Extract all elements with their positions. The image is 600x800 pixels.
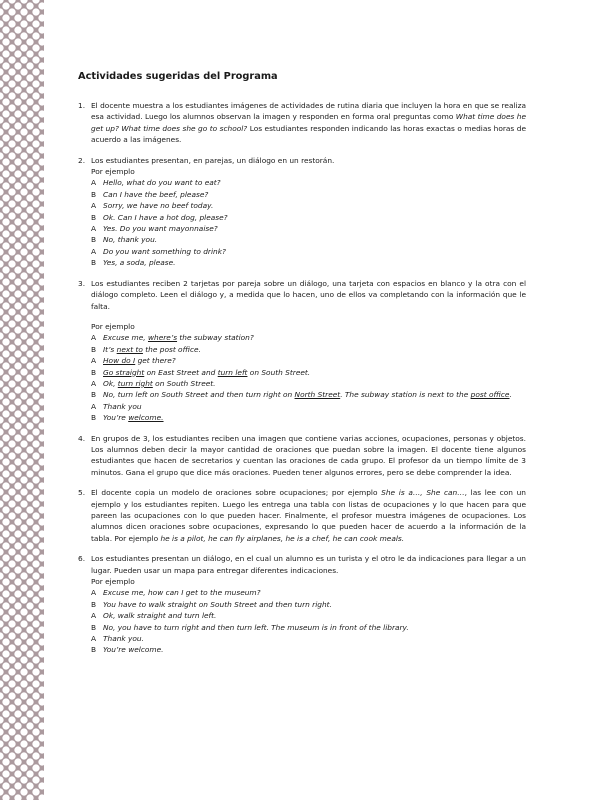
italic-text: he is a pilot, he can fly airplanes, he is a chef, he can cook meals. bbox=[160, 533, 405, 543]
dialogue-line bbox=[91, 610, 526, 621]
text-run: Ok. Can I have a hot dog, please? bbox=[103, 212, 228, 222]
text-run: Los estudiantes presentan un diálogo, en el cual un alumno es un turista y el otro le da indicaciones para llegar a un lugar. Pueden usar un mapa para entregar diferentes indicaciones. bbox=[91, 554, 526, 575]
text-run: Do you want something to drink? bbox=[103, 246, 226, 256]
activity-item bbox=[78, 278, 526, 424]
dialogue-text bbox=[103, 389, 526, 400]
dialogue-text bbox=[103, 355, 526, 366]
speaker-label: A bbox=[91, 224, 97, 234]
speaker-label: B bbox=[91, 235, 97, 245]
speaker-label: B bbox=[91, 258, 97, 268]
example-label: Por ejemplo bbox=[91, 167, 135, 177]
speaker-label: B bbox=[91, 344, 97, 354]
speaker-label: B bbox=[91, 367, 97, 377]
item-description bbox=[91, 553, 526, 576]
text-run: on South Street. bbox=[247, 367, 311, 377]
dialogue-line bbox=[91, 412, 526, 423]
text-run: Ok, bbox=[103, 378, 118, 388]
item-description bbox=[91, 278, 526, 312]
dialogue-line bbox=[91, 257, 526, 268]
dialogue-text bbox=[103, 367, 526, 378]
speaker-label: A bbox=[91, 201, 97, 211]
item-number: 5. bbox=[78, 488, 86, 498]
text-run: on South Street. bbox=[152, 378, 216, 388]
activity-item bbox=[78, 433, 526, 479]
text-run: Los estudiantes presentan, en parejas, un diálogo en un restorán. bbox=[91, 155, 335, 165]
activity-item bbox=[78, 155, 526, 269]
dialogue-text bbox=[103, 633, 526, 644]
text-run: El docente muestra a los estudiantes imágenes de actividades de rutina diaria que incluyen la hora en que se realiza esa actividad. Luego los alumnos observan la imagen y responden en forma oral preguntas como bbox=[91, 101, 526, 122]
text-run: Excuse me, how can I get to the museum? bbox=[103, 588, 261, 598]
dialogue-text bbox=[103, 344, 526, 355]
text-run: No, turn left on South Street and then turn right on bbox=[103, 390, 295, 400]
text-run: It’s bbox=[103, 344, 117, 354]
dialogue-line bbox=[91, 367, 526, 378]
dialogue-line bbox=[91, 644, 526, 655]
text-run: , las lee con un ejemplo y los estudiantes repiten. Luego les entrega una tabla con listas de ocupaciones y lo que hacen para que pareen las ocupaciones con lo que pueden hacer. Finalmente, el profesor muestra imágenes de ocupaciones. Los alumnos dicen oraciones sobre ocupaciones, expresando lo que pueden hacer de acuerdo a la información de la tabla. Por ejemplo bbox=[91, 488, 526, 543]
text-run: Hello, what do you want to eat? bbox=[103, 178, 221, 188]
item-number: 3. bbox=[78, 278, 86, 288]
underlined-text: North Street bbox=[294, 390, 341, 400]
dialogue-line bbox=[91, 344, 526, 355]
dialogue-line bbox=[91, 622, 526, 633]
text-run: Yes, a soda, please. bbox=[103, 258, 176, 268]
page-title: Actividades sugeridas del Programa bbox=[78, 71, 278, 82]
text-run: . The subway station is next to the bbox=[340, 390, 471, 400]
text-run: You have to walk straight on South Street and then turn right. bbox=[103, 599, 332, 609]
dialogue-line bbox=[91, 246, 526, 257]
text-run: Thank you bbox=[103, 401, 142, 411]
item-number: 6. bbox=[78, 554, 86, 564]
speaker-label: B bbox=[91, 413, 97, 423]
text-run: . bbox=[509, 390, 512, 400]
item-description bbox=[91, 487, 526, 544]
dialogue-line bbox=[91, 177, 526, 188]
dialogue-line bbox=[91, 633, 526, 644]
dialogue-text bbox=[103, 587, 526, 598]
text-run: the post office. bbox=[142, 344, 201, 354]
speaker-label: A bbox=[91, 378, 97, 388]
dialogue-text bbox=[103, 622, 526, 633]
dialogue-line bbox=[91, 355, 526, 366]
text-run: Thank you. bbox=[103, 634, 144, 644]
text-run: En grupos de 3, los estudiantes reciben una imagen que contiene varias acciones, ocupaciones, personas y objetos. Los alumnos deben decir la mayor cantidad de oraciones que puedan sobre la imagen. El docente tiene algunos estudiantes que hacen de secretarios y cuentan las oraciones de cada grupo. El profesor da un tiempo límite de 3 minutos. Gana el grupo que dice más oraciones. Pueden tener algunos errores, pero se debe comprender la idea. bbox=[91, 433, 526, 477]
dialogue-line bbox=[91, 223, 526, 234]
speaker-label: A bbox=[91, 611, 97, 621]
example-label: Por ejemplo bbox=[91, 577, 135, 587]
text-run: El docente copia un modelo de oraciones sobre ocupaciones; por ejemplo bbox=[91, 488, 382, 498]
example-label: Por ejemplo bbox=[91, 321, 135, 331]
speaker-label: A bbox=[91, 333, 97, 343]
speaker-label: B bbox=[91, 622, 97, 632]
underlined-text: welcome. bbox=[128, 413, 164, 423]
dialogue-text bbox=[103, 234, 526, 245]
item-number: 2. bbox=[78, 155, 86, 165]
activity-item bbox=[78, 553, 526, 656]
dialogue-text bbox=[103, 378, 526, 389]
underlined-text: Go straight bbox=[103, 367, 145, 377]
text-run: get there? bbox=[135, 356, 176, 366]
dialogue-text bbox=[103, 223, 526, 234]
dialogue-line bbox=[91, 587, 526, 598]
speaker-label: A bbox=[91, 246, 97, 256]
dialogue-line bbox=[91, 189, 526, 200]
underlined-text: post office bbox=[470, 390, 510, 400]
text-run: the subway station? bbox=[177, 333, 254, 343]
speaker-label: B bbox=[91, 189, 97, 199]
dialogue-line bbox=[91, 378, 526, 389]
text-run: Sorry, we have no beef today. bbox=[103, 201, 214, 211]
dialogue-text bbox=[103, 246, 526, 257]
text-run: No, you have to turn right and then turn left. The museum is in front of the library. bbox=[103, 622, 409, 632]
speaker-label: B bbox=[91, 212, 97, 222]
item-description bbox=[91, 155, 526, 166]
dialogue-text bbox=[103, 212, 526, 223]
speaker-label: B bbox=[91, 645, 97, 655]
underlined-text: turn right bbox=[117, 378, 153, 388]
dialogue-text bbox=[103, 401, 526, 412]
text-run: on East Street and bbox=[144, 367, 218, 377]
text-run: Can I have the beef, please? bbox=[103, 189, 209, 199]
italic-text: What time does he get up? What time does she go to school? bbox=[91, 112, 526, 133]
item-number: 1. bbox=[78, 101, 86, 110]
activity-item bbox=[78, 487, 526, 544]
item-number: 4. bbox=[78, 433, 86, 443]
dialogue-text bbox=[103, 412, 526, 423]
italic-text: She is a…, She can… bbox=[381, 488, 465, 498]
dialogue bbox=[91, 332, 526, 423]
speaker-label: A bbox=[91, 588, 97, 598]
item-description bbox=[91, 100, 526, 146]
dialogue-line bbox=[91, 599, 526, 610]
dialogue-text bbox=[103, 610, 526, 621]
activity-item bbox=[78, 100, 526, 146]
text-run: You’re welcome. bbox=[103, 645, 164, 655]
dialogue bbox=[91, 587, 526, 655]
text-run: Excuse me, bbox=[103, 333, 148, 343]
document-page bbox=[78, 70, 526, 665]
text-run: Yes. Do you want mayonnaise? bbox=[103, 224, 218, 234]
activity-list bbox=[78, 100, 526, 656]
speaker-label: A bbox=[91, 634, 97, 644]
dialogue-text bbox=[103, 332, 526, 343]
speaker-label: A bbox=[91, 178, 97, 188]
underlined-text: next to bbox=[116, 344, 143, 354]
text-run: Los estudiantes responden indicando las horas exactas o medias horas de acuerdo a las imágenes. bbox=[91, 123, 526, 145]
dialogue-line bbox=[91, 401, 526, 412]
text-run: No, thank you. bbox=[103, 235, 158, 245]
dialogue-line bbox=[91, 234, 526, 245]
speaker-label: A bbox=[91, 401, 97, 411]
speaker-label: B bbox=[91, 390, 97, 400]
dialogue-text bbox=[103, 599, 526, 610]
underlined-text: turn left bbox=[217, 367, 248, 377]
underlined-text: How do I bbox=[103, 356, 136, 366]
dialogue-line bbox=[91, 212, 526, 223]
dialogue-line bbox=[91, 200, 526, 211]
dialogue-text bbox=[103, 257, 526, 268]
dialogue-text bbox=[103, 189, 526, 200]
text-run: You’re bbox=[103, 413, 129, 423]
decorative-dot-strip bbox=[0, 0, 44, 800]
item-description bbox=[91, 433, 526, 479]
text-run: Los estudiantes reciben 2 tarjetas por pareja sobre un diálogo, una tarjeta con espacios en blanco y la otra con el diálogo completo. Leen el diálogo y, a medida que lo hacen, uno de ellos va completando con la información que le falta. bbox=[91, 278, 526, 311]
dialogue-line bbox=[91, 332, 526, 343]
dialogue-text bbox=[103, 644, 526, 655]
dialogue-text bbox=[103, 177, 526, 188]
text-run: Ok, walk straight and turn left. bbox=[103, 611, 217, 621]
underlined-text: where’s bbox=[147, 333, 178, 343]
dialogue-line bbox=[91, 389, 526, 400]
speaker-label: B bbox=[91, 599, 97, 609]
dialogue bbox=[91, 177, 526, 268]
dialogue-text bbox=[103, 200, 526, 211]
speaker-label: A bbox=[91, 356, 97, 366]
